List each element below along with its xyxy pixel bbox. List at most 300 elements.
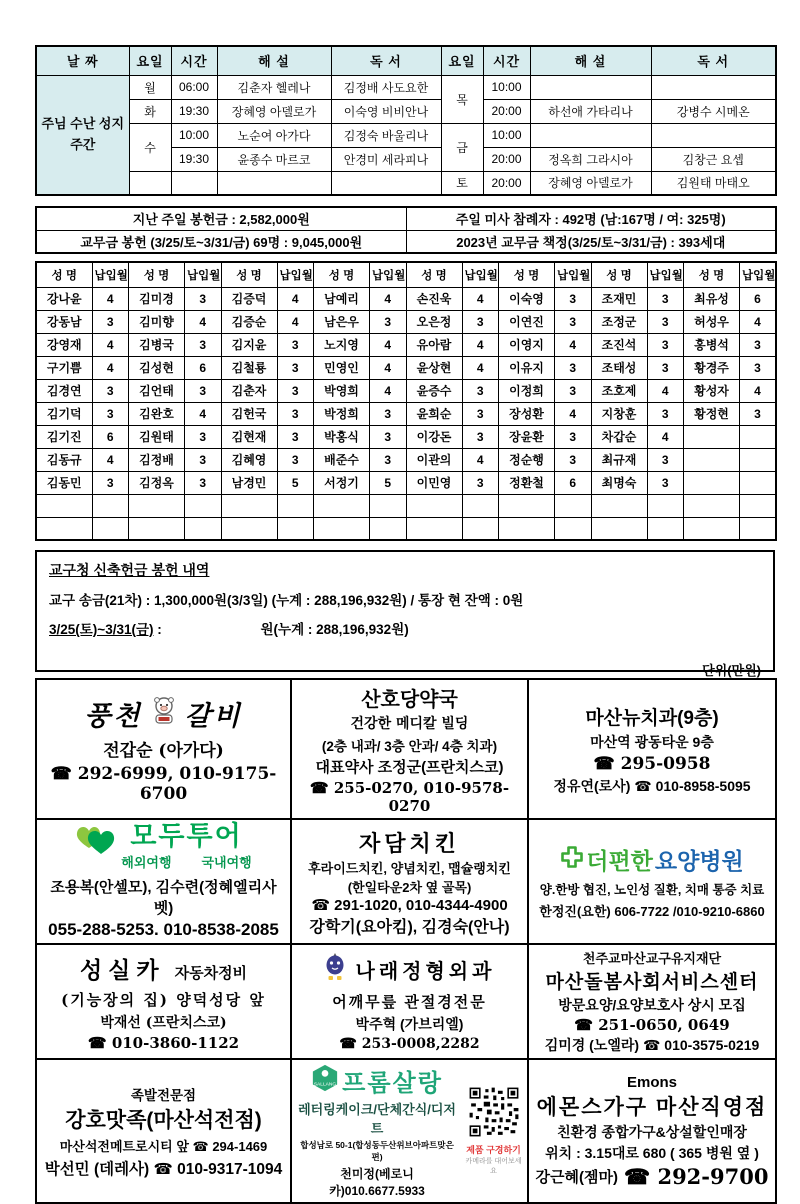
furniture-phone: ☎ 292-9700 <box>623 1163 769 1189</box>
member-name-cell: 김증덕 <box>221 287 277 310</box>
member-name-cell: 차갑순 <box>591 425 647 448</box>
church-dues-plan: 2023년 교무금 책정(3/25/토~3/31/금) : 393세대 <box>406 230 776 253</box>
member-month-cell: 3 <box>370 448 407 471</box>
schedule-header-row <box>36 46 776 75</box>
ad-travel-agency <box>36 819 291 944</box>
member-row <box>36 379 776 402</box>
member-name-header: 성 명 <box>591 262 647 287</box>
tour-services <box>121 852 251 871</box>
ads-row <box>36 819 776 944</box>
member-month-cell: 3 <box>185 471 222 494</box>
schedule-cell-commentator: 하선애 가타리나 <box>530 99 651 123</box>
member-row <box>36 517 776 540</box>
car-title-row <box>41 952 286 985</box>
furniture-title: 에몬스가구 마산직영점 <box>536 1095 768 1119</box>
member-month-cell: 3 <box>647 356 684 379</box>
member-name-cell <box>684 425 740 448</box>
member-month-header: 납입월 <box>277 262 314 287</box>
car-brand: 성실카 <box>79 956 165 983</box>
stats-row <box>36 207 776 230</box>
chicken-location: (한일타운2차 옆 골목) <box>347 879 472 895</box>
member-name-cell: 김언태 <box>129 379 185 402</box>
member-month-cell: 4 <box>370 356 407 379</box>
member-month-cell: 6 <box>740 287 777 310</box>
member-month-cell: 4 <box>370 379 407 402</box>
member-name-cell <box>36 517 92 540</box>
member-month-cell: 3 <box>277 425 314 448</box>
schedule-cell-time: 20:00 <box>483 147 530 171</box>
schedule-cell-time <box>171 171 217 195</box>
dental-title: 마산뉴치과(9층) <box>585 707 719 729</box>
member-row <box>36 402 776 425</box>
member-month-cell <box>740 471 777 494</box>
member-name-cell: 조정군 <box>591 310 647 333</box>
member-name-cell: 강나윤 <box>36 287 92 310</box>
member-month-cell: 3 <box>277 379 314 402</box>
member-name-cell: 민영인 <box>314 356 370 379</box>
pharmacy-phone: ☎ 255-0270, 010-9578-0270 <box>309 779 510 815</box>
stats-table <box>35 206 777 254</box>
members-header-row <box>36 262 776 287</box>
ads-row <box>36 1059 776 1203</box>
ad-cake-shop <box>291 1059 528 1203</box>
tour-service-overseas: 해외여행 <box>121 855 172 870</box>
member-month-cell: 3 <box>462 379 499 402</box>
member-month-cell: 3 <box>555 287 592 310</box>
member-month-cell: 4 <box>277 287 314 310</box>
member-month-cell: 4 <box>92 356 129 379</box>
schedule-cell-day: 월 <box>129 75 171 99</box>
pharmacy-title: 산호당약국 <box>361 689 458 711</box>
ads-row <box>36 679 776 819</box>
member-name-cell: 강동남 <box>36 310 92 333</box>
member-month-cell: 3 <box>92 379 129 402</box>
schedule-cell-time: 06:00 <box>171 75 217 99</box>
member-name-cell: 윤희순 <box>406 402 462 425</box>
car-owner: 박재선 (프란치스코) <box>100 1014 227 1031</box>
member-name-cell <box>129 494 185 517</box>
member-name-cell: 김정옥 <box>129 471 185 494</box>
ad-chicken-restaurant <box>291 819 528 944</box>
member-row <box>36 425 776 448</box>
ad-nursing-hospital <box>528 819 776 944</box>
member-name-cell: 남예리 <box>314 287 370 310</box>
member-name-cell: 김완호 <box>129 402 185 425</box>
schedule-cell-time: 20:00 <box>483 99 530 123</box>
member-month-cell: 5 <box>277 471 314 494</box>
schedule-cell-day: 금 <box>441 123 483 171</box>
car-service: 자동차정비 <box>174 964 248 982</box>
member-month-cell: 3 <box>185 448 222 471</box>
ad-jokbal-restaurant <box>36 1059 291 1203</box>
ad-pharmacy <box>291 679 528 819</box>
members-table-body <box>36 287 776 540</box>
ortho-phone: ☎ 253-0008,2282 <box>339 1035 480 1052</box>
member-month-cell: 4 <box>462 448 499 471</box>
member-name-cell: 김성현 <box>129 356 185 379</box>
pig-chef-mascot-icon <box>147 696 181 731</box>
dental-contact: 정유연(로사) ☎ 010-8958-5095 <box>553 777 751 794</box>
schedule-header-commentator: 해 설 <box>217 46 331 75</box>
member-month-cell: 4 <box>185 402 222 425</box>
member-name-cell: 김미경 <box>129 287 185 310</box>
member-row <box>36 333 776 356</box>
galbi-logo-text-left: 풍천 <box>84 701 143 732</box>
hospital-services: 양.한방 협진, 노인성 질환, 치매 통증 치료 <box>539 883 765 897</box>
schedule-header-time: 시간 <box>171 46 217 75</box>
schedule-header-reader: 독 서 <box>651 46 776 75</box>
donation-unit-note: 단위(만원) <box>702 663 761 678</box>
member-name-cell: 정환철 <box>499 471 555 494</box>
ad-dental-clinic <box>528 679 776 819</box>
last-sunday-offering: 지난 주일 봉헌금 : 2,582,000원 <box>36 207 406 230</box>
member-name-header: 성 명 <box>314 262 370 287</box>
schedule-cell-time: 10:00 <box>483 123 530 147</box>
member-month-cell: 4 <box>92 333 129 356</box>
member-month-cell: 3 <box>647 310 684 333</box>
galbi-logo-text-right: 갈비 <box>184 701 243 732</box>
member-name-cell: 이유지 <box>499 356 555 379</box>
member-month-cell <box>647 517 684 540</box>
members-table <box>35 261 777 541</box>
member-name-cell: 손진욱 <box>406 287 462 310</box>
donation-line1: 교구 송금(21차) : 1,300,000원(3/3일) (누계 : 288,196,932원) / 통장 현 잔액 : 0원 <box>49 593 524 608</box>
donation-section <box>35 550 775 678</box>
chicken-owners: 강학기(요아킴), 김경숙(안나) <box>309 918 510 936</box>
member-name-cell: 조진석 <box>591 333 647 356</box>
furniture-contact-row <box>533 1164 771 1189</box>
schedule-row <box>36 123 776 147</box>
ad-orthopedic-clinic <box>291 944 528 1059</box>
schedule-cell-time: 10:00 <box>171 123 217 147</box>
member-name-cell <box>406 517 462 540</box>
member-name-cell: 노지영 <box>314 333 370 356</box>
schedule-header-reader: 독 서 <box>331 46 441 75</box>
member-month-cell: 4 <box>647 425 684 448</box>
member-month-cell: 3 <box>185 379 222 402</box>
schedule-cell-commentator <box>530 75 651 99</box>
double-heart-icon <box>75 823 119 864</box>
schedule-cell-time: 10:00 <box>483 75 530 99</box>
member-month-cell: 6 <box>185 356 222 379</box>
member-name-cell: 최유성 <box>684 287 740 310</box>
furniture-brand: Emons <box>626 1073 677 1091</box>
church-dues-offering: 교무금 봉헌 (3/25/토~3/31/금) 69명 : 9,045,000원 <box>36 230 406 253</box>
member-name-cell <box>499 494 555 517</box>
mass-attendance: 주일 미사 참례자 : 492명 (남:167명 / 여: 325명) <box>406 207 776 230</box>
member-month-cell: 4 <box>462 356 499 379</box>
member-name-cell <box>314 494 370 517</box>
car-location: (기능장의 집) 양덕성당 앞 <box>61 990 266 1009</box>
member-month-cell: 3 <box>370 310 407 333</box>
member-name-header: 성 명 <box>406 262 462 287</box>
member-month-header: 납입월 <box>92 262 129 287</box>
qr-code-icon <box>468 1125 520 1142</box>
member-name-cell: 김원태 <box>129 425 185 448</box>
member-month-cell: 3 <box>462 425 499 448</box>
ad-furniture-store <box>528 1059 776 1203</box>
member-month-cell: 3 <box>647 287 684 310</box>
member-row <box>36 310 776 333</box>
member-name-cell: 김미향 <box>129 310 185 333</box>
donation-line2 <box>49 618 761 638</box>
member-month-cell: 3 <box>555 310 592 333</box>
schedule-cell-commentator: 장혜영 아델로가 <box>530 171 651 195</box>
member-month-cell: 3 <box>647 402 684 425</box>
member-month-cell: 3 <box>370 402 407 425</box>
member-name-cell: 이정희 <box>499 379 555 402</box>
member-month-cell: 4 <box>92 287 129 310</box>
schedule-cell-time: 19:30 <box>171 99 217 123</box>
cake-layout <box>296 1063 523 1199</box>
member-month-cell: 6 <box>555 471 592 494</box>
donation-title: 교구청 신축헌금 봉헌 내역 <box>49 562 210 578</box>
care-foundation: 천주교마산교구유지재단 <box>582 951 722 966</box>
schedule-cell-reader: 김정숙 바울리나 <box>331 123 441 147</box>
member-name-cell: 최명숙 <box>591 471 647 494</box>
member-month-cell: 4 <box>277 310 314 333</box>
schedule-cell-commentator: 노순여 아가다 <box>217 123 331 147</box>
donation-cumulative: 원(누계 : 288,196,932원) <box>260 622 409 637</box>
cake-menu: 레터링케이크/단체간식/디저트 <box>298 1102 456 1136</box>
member-month-cell <box>740 517 777 540</box>
member-month-cell: 3 <box>555 425 592 448</box>
schedule-cell-commentator <box>217 171 331 195</box>
schedule-cell-day <box>129 171 171 195</box>
member-name-cell: 최규재 <box>591 448 647 471</box>
member-row <box>36 494 776 517</box>
member-name-cell: 김증순 <box>221 310 277 333</box>
schedule-row <box>36 99 776 123</box>
member-month-cell: 6 <box>92 425 129 448</box>
member-name-cell: 김헌국 <box>221 402 277 425</box>
tour-logo <box>41 823 286 871</box>
member-name-cell: 지창훈 <box>591 402 647 425</box>
donation-colon: : <box>153 622 166 637</box>
member-name-cell: 이민영 <box>406 471 462 494</box>
member-month-cell <box>740 494 777 517</box>
qr-hint: 카메라를 대어보세요 <box>465 1158 522 1175</box>
member-row <box>36 471 776 494</box>
member-month-cell: 3 <box>370 425 407 448</box>
member-month-cell: 4 <box>462 287 499 310</box>
member-name-cell: 김정배 <box>129 448 185 471</box>
ad-car-repair <box>36 944 291 1059</box>
member-name-cell: 황정현 <box>684 402 740 425</box>
jokbal-category: 족발전문점 <box>130 1087 197 1103</box>
member-month-header: 납입월 <box>370 262 407 287</box>
member-name-cell <box>221 494 277 517</box>
member-name-cell: 김동규 <box>36 448 92 471</box>
schedule-cell-time: 20:00 <box>483 171 530 195</box>
member-month-cell <box>277 517 314 540</box>
member-month-cell: 3 <box>740 402 777 425</box>
member-name-cell: 김현재 <box>221 425 277 448</box>
schedule-cell-reader <box>651 75 776 99</box>
chicken-menu: 후라이드치킨, 양념치킨, 맵슐랭치킨 <box>308 860 511 876</box>
member-month-cell: 3 <box>277 402 314 425</box>
member-row <box>36 356 776 379</box>
schedule-header-day: 요일 <box>441 46 483 75</box>
member-month-header: 납입월 <box>555 262 592 287</box>
member-name-cell: 김철룡 <box>221 356 277 379</box>
furniture-contact-name: 강근혜(젬마) <box>535 1168 618 1186</box>
schedule-header-date: 날 짜 <box>36 46 129 75</box>
member-name-cell: 정순행 <box>499 448 555 471</box>
member-month-cell <box>647 494 684 517</box>
member-name-cell <box>591 517 647 540</box>
member-month-cell: 3 <box>277 448 314 471</box>
care-contact: 김미경 (노엘라) ☎ 010-3575-0219 <box>544 1037 760 1053</box>
member-name-cell: 윤증수 <box>406 379 462 402</box>
member-month-cell <box>370 494 407 517</box>
member-name-cell: 이강돈 <box>406 425 462 448</box>
member-month-header: 납입월 <box>647 262 684 287</box>
member-name-cell: 박정희 <box>314 402 370 425</box>
member-month-cell: 3 <box>740 333 777 356</box>
ortho-mascot-icon <box>324 952 346 987</box>
tour-contacts: 조용복(안셀모), 김수련(정혜엘리사벳) <box>50 879 277 917</box>
member-name-cell <box>314 517 370 540</box>
member-name-cell: 장성환 <box>499 402 555 425</box>
schedule-cell-commentator <box>530 123 651 147</box>
member-month-cell <box>555 517 592 540</box>
schedule-header-commentator: 해 설 <box>530 46 651 75</box>
care-recruiting: 방문요양/요양보호사 상시 모집 <box>558 997 746 1013</box>
member-name-cell <box>36 494 92 517</box>
member-month-cell <box>185 517 222 540</box>
hospital-contact: 한정진(요한) 606-7722 /010-9210-6860 <box>539 904 765 919</box>
schedule-cell-day: 목 <box>441 75 483 123</box>
member-month-cell <box>92 517 129 540</box>
schedule-cell-day: 수 <box>129 123 171 171</box>
dental-phone: ☎ 295-0958 <box>593 753 711 774</box>
tour-phones: 055-288-5253. 010-8538-2085 <box>48 920 279 939</box>
member-month-cell <box>277 494 314 517</box>
member-month-cell: 3 <box>185 425 222 448</box>
member-name-cell <box>684 471 740 494</box>
car-phone: ☎ 010-3860-1122 <box>87 1033 240 1052</box>
member-name-header: 성 명 <box>221 262 277 287</box>
member-name-cell: 허성우 <box>684 310 740 333</box>
cake-brand: 프롬살랑 <box>342 1070 443 1097</box>
member-name-cell: 이연진 <box>499 310 555 333</box>
schedule-header-day: 요일 <box>129 46 171 75</box>
member-month-cell: 4 <box>555 402 592 425</box>
pharmacy-building: 건강한 메디칼 빌딩 <box>350 716 469 732</box>
member-name-cell: 홍병석 <box>684 333 740 356</box>
member-month-cell: 3 <box>277 333 314 356</box>
medical-cross-icon <box>560 845 584 874</box>
member-month-header: 납입월 <box>185 262 222 287</box>
member-month-cell <box>185 494 222 517</box>
member-name-cell: 오은정 <box>406 310 462 333</box>
galbi-logo <box>41 694 286 733</box>
member-name-cell: 김동민 <box>36 471 92 494</box>
member-month-cell <box>462 517 499 540</box>
member-month-cell: 3 <box>462 402 499 425</box>
pharmacy-floors: (2층 내과/ 3층 안과/ 4층 치과) <box>321 739 498 754</box>
ortho-title: 나래정형외과 <box>355 958 496 983</box>
schedule-row <box>36 171 776 195</box>
schedule-week-label: 주님 수난 성지 주간 <box>36 75 129 195</box>
schedule-cell-reader: 안경미 세라피나 <box>331 147 441 171</box>
member-month-cell: 3 <box>462 471 499 494</box>
tour-service-domestic: 국내여행 <box>201 855 252 870</box>
schedule-cell-reader <box>651 123 776 147</box>
member-month-header: 납입월 <box>462 262 499 287</box>
schedule-cell-reader: 김원태 마태오 <box>651 171 776 195</box>
member-month-cell: 4 <box>462 333 499 356</box>
member-name-cell: 조재민 <box>591 287 647 310</box>
member-month-cell: 4 <box>370 287 407 310</box>
member-month-cell: 4 <box>555 333 592 356</box>
galbi-owner: 전갑순 (아가다) <box>103 741 224 761</box>
chicken-title: 자담치킨 <box>358 830 460 856</box>
member-name-cell: 김기덕 <box>36 402 92 425</box>
member-month-cell: 3 <box>462 310 499 333</box>
member-name-cell: 김혜영 <box>221 448 277 471</box>
member-name-header: 성 명 <box>129 262 185 287</box>
member-month-cell: 3 <box>647 333 684 356</box>
member-name-cell: 이영지 <box>499 333 555 356</box>
hospital-brand-blue: 요양병원 <box>654 848 744 874</box>
member-month-cell: 3 <box>555 448 592 471</box>
member-name-cell: 조호제 <box>591 379 647 402</box>
pharmacy-pharmacist: 대표약사 조정군(프란치스코) <box>315 759 504 776</box>
member-name-cell: 김지윤 <box>221 333 277 356</box>
member-month-cell: 3 <box>740 356 777 379</box>
member-month-cell: 3 <box>92 310 129 333</box>
member-name-cell <box>591 494 647 517</box>
member-name-cell: 강영재 <box>36 333 92 356</box>
jokbal-location-phone: 마산석전메트로시티 앞 ☎ 294-1469 <box>59 1138 268 1154</box>
member-name-cell: 박홍식 <box>314 425 370 448</box>
jokbal-owner-phone: 박선민 (데레사) ☎ 010-9317-1094 <box>44 1160 283 1178</box>
ad-care-service-center <box>528 944 776 1059</box>
ortho-specialty: 어깨무릎 관절경전문 <box>332 993 487 1011</box>
ortho-doctor: 박주혁 (가브리엘) <box>355 1015 464 1032</box>
member-month-cell <box>92 494 129 517</box>
member-name-cell: 구기쁨 <box>36 356 92 379</box>
member-name-cell: 황경주 <box>684 356 740 379</box>
schedule-cell-day: 화 <box>129 99 171 123</box>
member-name-cell <box>684 494 740 517</box>
ad-galbi-restaurant <box>36 679 291 819</box>
member-month-cell <box>740 425 777 448</box>
sallang-badge-icon <box>311 1064 339 1097</box>
chicken-phones: ☎ 291-1020, 010-4344-4900 <box>311 896 508 914</box>
galbi-phone: ☎ 292-6999, 010-9175-6700 <box>50 764 277 804</box>
member-month-cell <box>370 517 407 540</box>
member-name-cell: 서정기 <box>314 471 370 494</box>
schedule-cell-commentator: 김춘자 헬레나 <box>217 75 331 99</box>
tour-brand: 모두투어 <box>130 821 243 851</box>
schedule-table <box>35 45 777 196</box>
cake-address: 합성남로 50-1(합성동두산위브아파트맞은편) <box>300 1140 454 1162</box>
member-month-cell: 4 <box>370 333 407 356</box>
member-name-cell: 남경민 <box>221 471 277 494</box>
member-name-cell: 김춘자 <box>221 379 277 402</box>
member-name-cell: 장윤환 <box>499 425 555 448</box>
schedule-cell-reader <box>331 171 441 195</box>
ads-grid <box>35 678 777 1204</box>
member-name-cell: 김기진 <box>36 425 92 448</box>
member-row <box>36 287 776 310</box>
member-month-cell: 3 <box>185 333 222 356</box>
schedule-cell-reader: 김정배 사도요한 <box>331 75 441 99</box>
member-month-cell <box>555 494 592 517</box>
